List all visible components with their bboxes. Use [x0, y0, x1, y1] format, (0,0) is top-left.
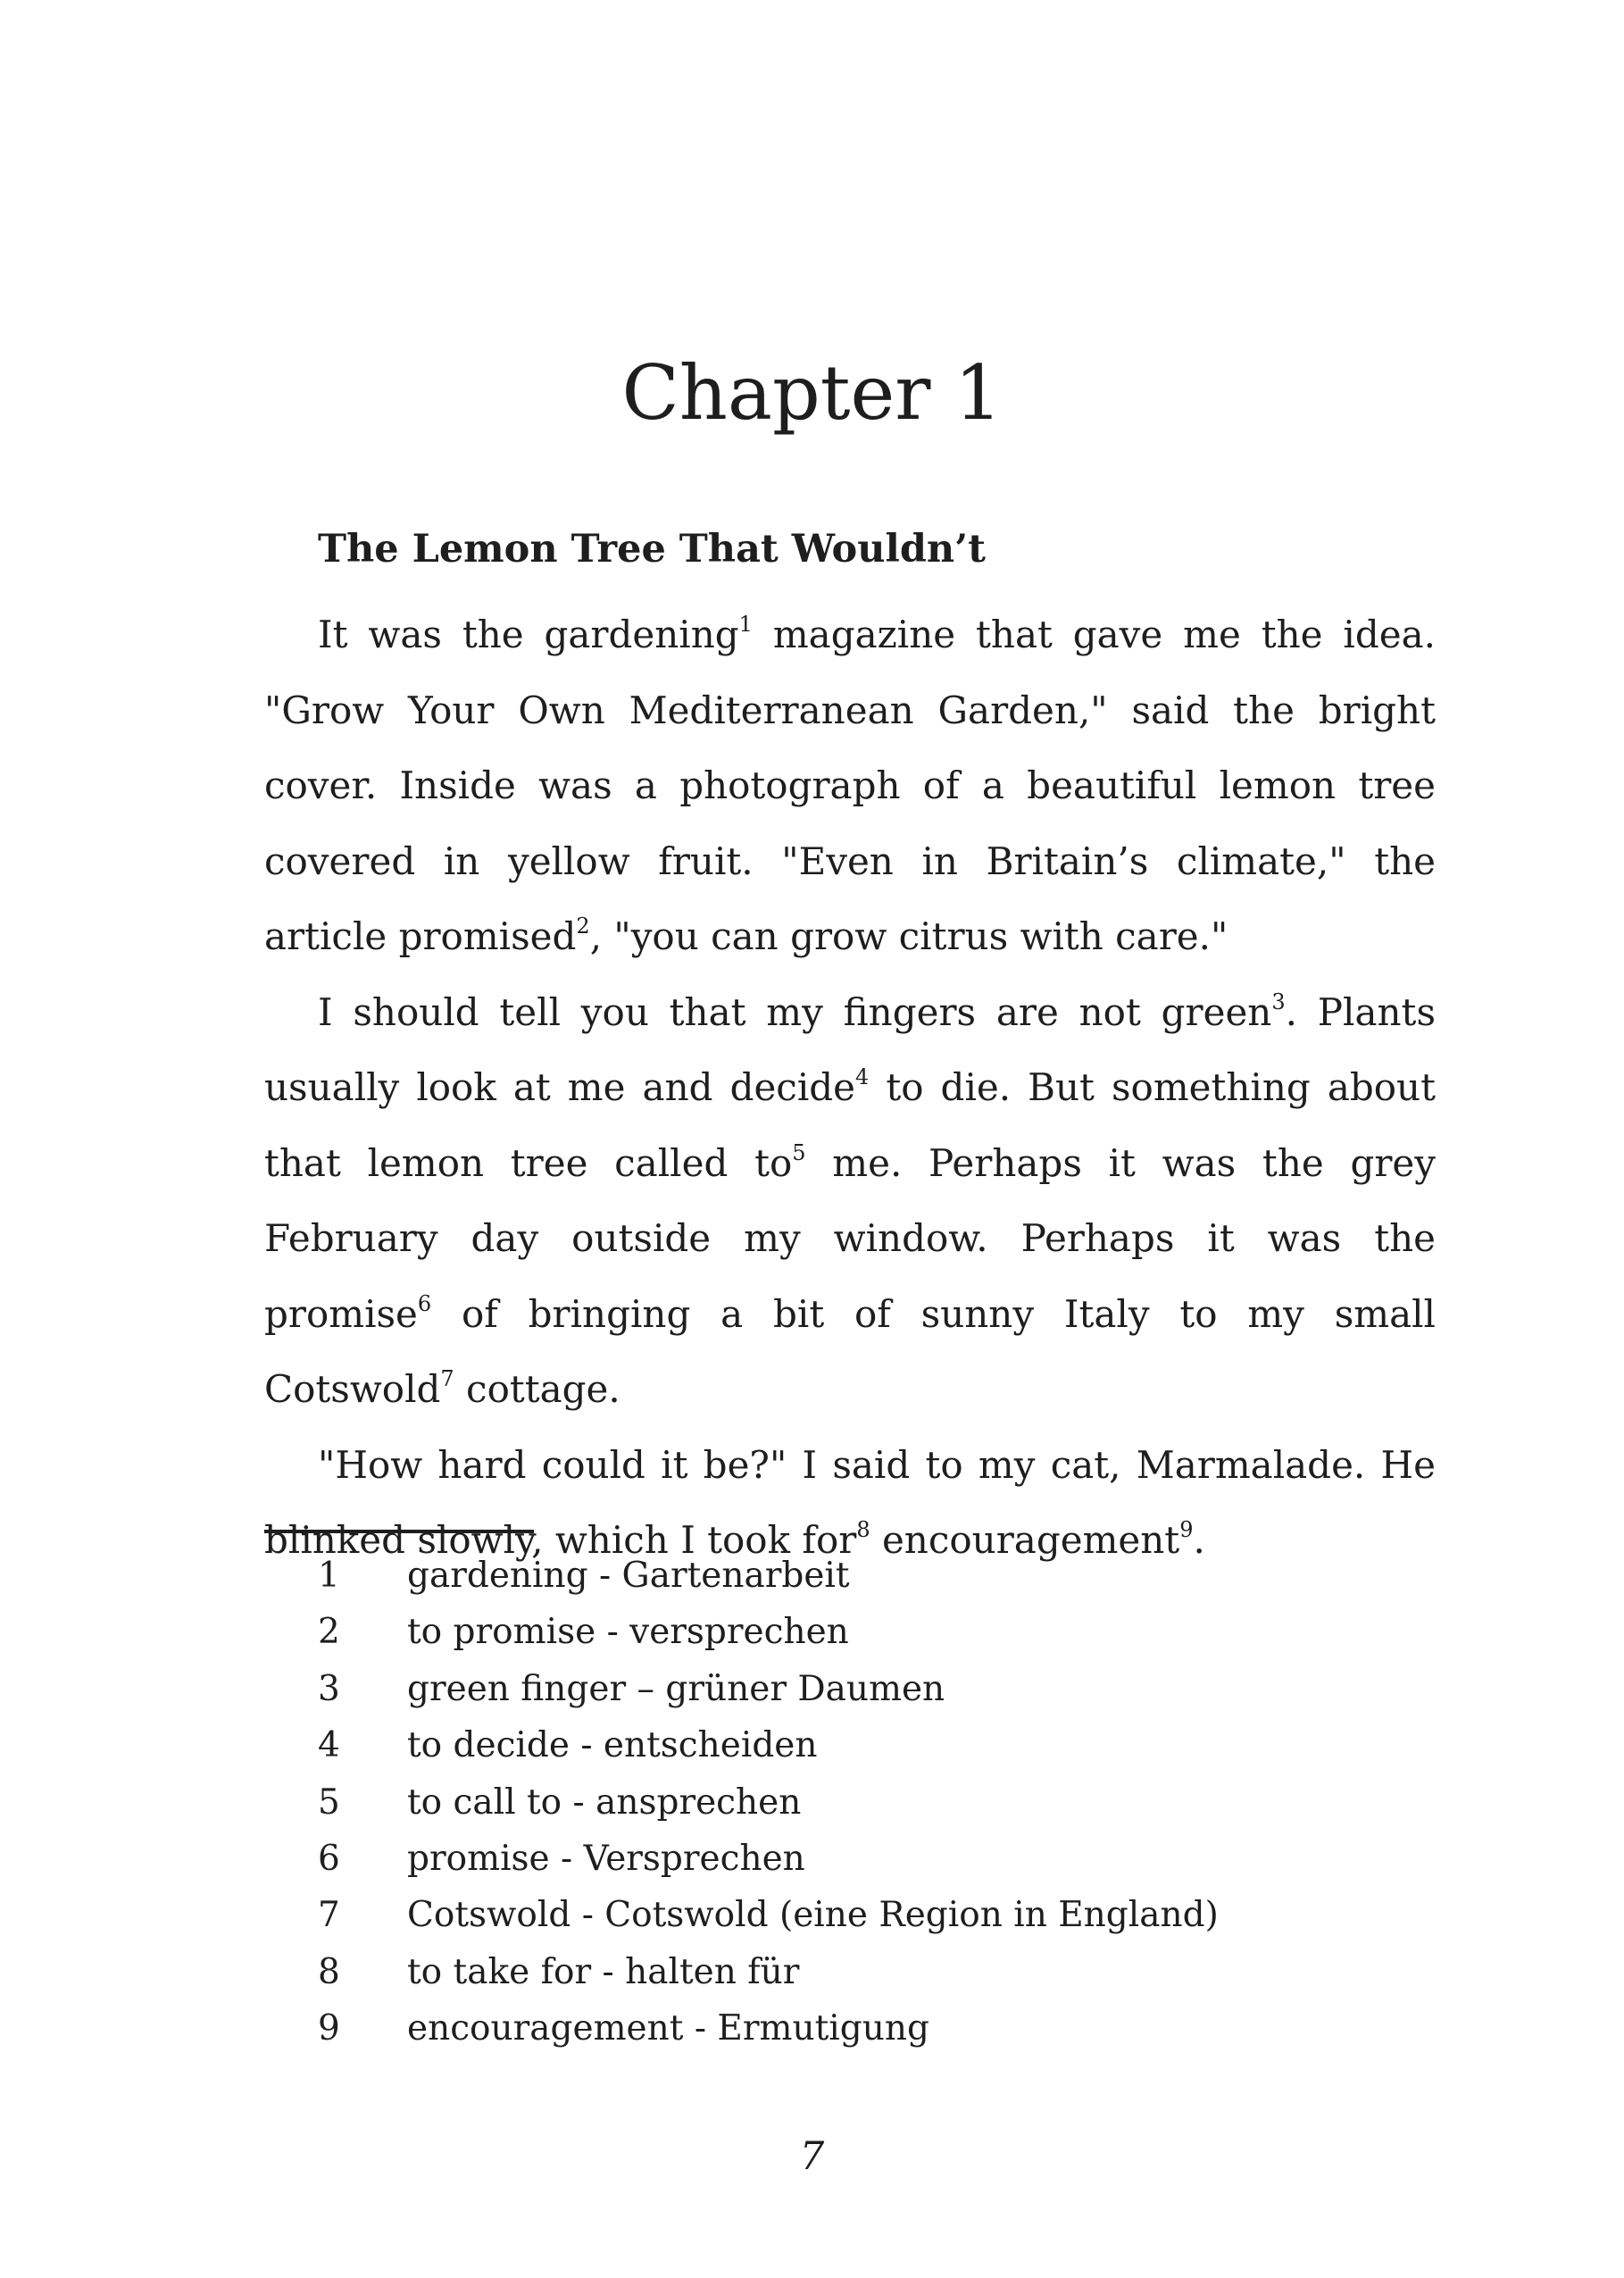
body-text — [264, 522, 1436, 1579]
paragraph-text: to die. But something about that lemon tree called to — [264, 1065, 1436, 1185]
footnote-reference: 9 — [1179, 1517, 1194, 1542]
footnote-reference: 6 — [417, 1290, 432, 1316]
footnote-reference: 3 — [1271, 989, 1286, 1014]
footnote-reference: 5 — [792, 1139, 806, 1165]
footnote-item — [264, 1774, 1336, 1831]
paragraph-text: me. Perhaps it was the grey February day outside my window. Perhaps it was the promise — [264, 1140, 1437, 1336]
paragraphs — [264, 597, 1436, 1579]
paragraph-text: of bringing a bit of sunny Italy to my small Cotswold — [264, 1291, 1436, 1411]
footnote-text: Cotswold - Cotswold (eine Region in England) — [407, 1895, 1219, 1936]
chapter-title: Chapter 1 — [621, 349, 1003, 437]
footnote-reference: 7 — [440, 1366, 454, 1391]
paragraph-text: encouragement — [870, 1518, 1180, 1562]
footnote-reference: 4 — [855, 1064, 870, 1089]
footnote-number: 7 — [318, 1895, 340, 1936]
footnote-number: 1 — [318, 1556, 340, 1596]
footnote-number: 6 — [318, 1839, 340, 1880]
footnote-text: gardening - Gartenarbeit — [407, 1556, 850, 1596]
paragraph-text: cottage. — [454, 1367, 620, 1411]
footnote-item — [264, 1548, 1336, 1604]
footnote-text: to decide - entscheiden — [407, 1725, 818, 1766]
footnote-text: promise - Versprechen — [407, 1839, 805, 1880]
footnote-number: 9 — [318, 2008, 340, 2049]
footnote-reference: 2 — [576, 914, 590, 939]
footnote-number: 3 — [318, 1668, 340, 1709]
footnote-text: to take for - halten für — [407, 1951, 800, 1992]
footnote-number: 8 — [318, 1951, 340, 1992]
footnote-item — [264, 2000, 1336, 2057]
footnote-item — [264, 1831, 1336, 1887]
footnote-number: 5 — [318, 1782, 340, 1823]
paragraph-text: "How hard could it be?" I said to my cat, Marmalade. He blinked slowly, which I took for — [264, 1442, 1436, 1562]
paragraph-text: magazine that gave me the idea. "Grow Your Own Mediterranean Garden," said the bright cover. Inside was a photograph of a beautiful lemon tree covered in yellow fruit. "Even in Britain’s climate," the article promised — [264, 613, 1437, 958]
paragraph-text: I should tell you that my fingers are not green — [318, 989, 1272, 1034]
footnote-text: to promise - versprechen — [407, 1612, 849, 1653]
footnote-item — [264, 1944, 1336, 2000]
footnote-text: to call to - ansprechen — [407, 1782, 802, 1823]
footnote-text: encouragement - Ermutigung — [407, 2008, 929, 2049]
paragraph — [264, 597, 1436, 975]
footnote-divider — [264, 1530, 534, 1533]
footnote-item — [264, 1661, 1336, 1717]
paragraph — [264, 975, 1436, 1428]
footnote-item — [264, 1887, 1336, 1943]
section-heading: The Lemon Tree That Wouldn’t — [318, 527, 986, 572]
footnote-number: 4 — [318, 1725, 340, 1766]
footnote-number: 2 — [318, 1612, 340, 1653]
paragraph-text: . — [1193, 1518, 1205, 1562]
page-number: 7 — [799, 2134, 825, 2179]
footnote-item — [264, 1604, 1336, 1660]
paragraph-text: , "you can grow citrus with care." — [589, 914, 1228, 958]
footnote-list — [264, 1548, 1336, 2057]
paragraph-text: It was the gardening — [318, 613, 739, 656]
paragraph-text: . Plants usually look at me and decide — [264, 989, 1436, 1109]
footnote-text: green finger – grüner Daumen — [407, 1668, 945, 1709]
footnote-reference: 8 — [856, 1517, 870, 1542]
footnote-item — [264, 1717, 1336, 1773]
footnote-reference: 1 — [738, 612, 753, 637]
